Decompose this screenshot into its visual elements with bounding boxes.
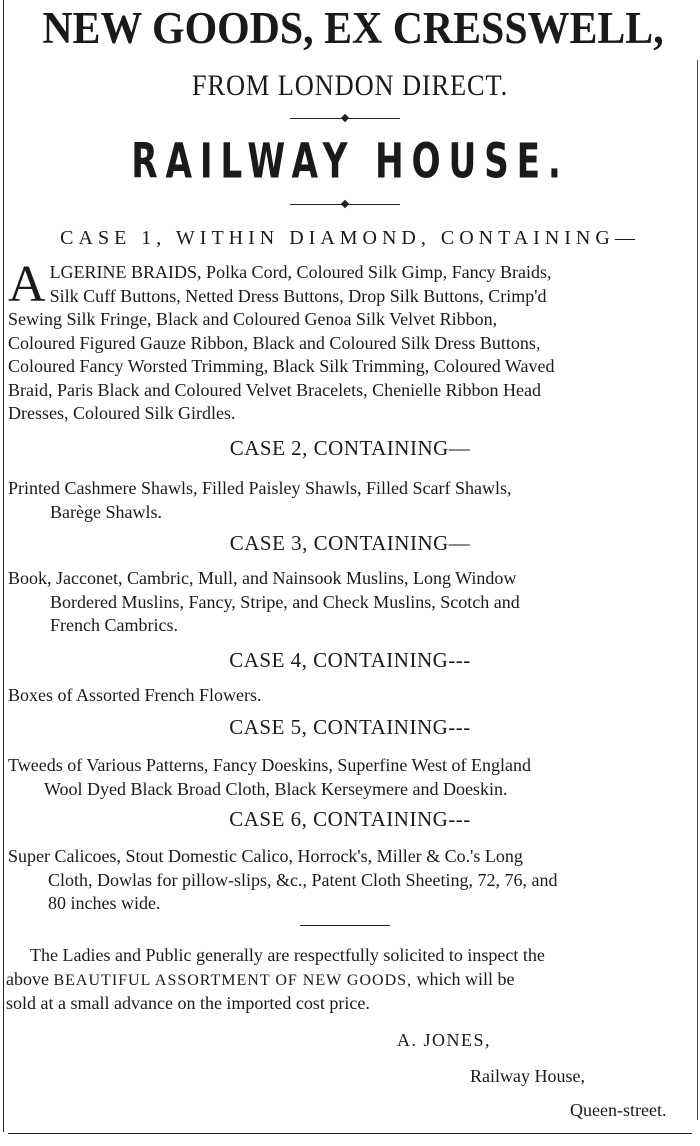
case-4-heading: CASE 4, CONTAINING--- bbox=[229, 648, 471, 672]
case-1-line: Coloured Figured Gauze Ribbon, Black and Coloured Silk Dress Buttons, bbox=[8, 332, 541, 353]
closing-text: above bbox=[6, 968, 54, 989]
diamond-rule-ornament bbox=[290, 114, 400, 122]
left-column-rule bbox=[3, 0, 4, 1132]
case-1-paragraph bbox=[8, 256, 694, 426]
drop-cap: A bbox=[8, 256, 46, 313]
case-1-line: Dresses, Coloured Silk Girdles. bbox=[8, 403, 236, 423]
case-2-line: Barège Shawls. bbox=[50, 501, 162, 522]
case-1-line: Silk Cuff Buttons, Netted Dress Buttons, Drop Silk Buttons, Crimp'd bbox=[49, 285, 547, 306]
case-2-heading: CASE 2, CONTAINING— bbox=[229, 436, 471, 460]
section-divider bbox=[300, 925, 390, 926]
signature-name: A. JONES, bbox=[397, 1030, 492, 1050]
case-1-line: Sewing Silk Fringe, Black and Coloured Genoa Silk Velvet Ribbon, bbox=[8, 309, 498, 329]
closing-text: which will be bbox=[412, 968, 515, 989]
case-4-paragraph bbox=[8, 684, 694, 708]
case-5-line: Tweeds of Various Patterns, Fancy Doeskins, Superfine West of England bbox=[8, 755, 532, 775]
closing-line bbox=[6, 968, 694, 993]
signature-house: Railway House, bbox=[470, 1066, 585, 1086]
case-3-paragraph bbox=[8, 567, 694, 638]
case-1-heading: CASE 1, WITHIN DIAMOND, CONTAINING— bbox=[60, 227, 640, 249]
closing-line: sold at a small advance on the imported cost price. bbox=[6, 993, 370, 1013]
subheadline: FROM LONDON DIRECT. bbox=[191, 69, 509, 102]
case-5-line: Wool Dyed Black Broad Cloth, Black Kerseymere and Doeskin. bbox=[44, 778, 508, 799]
closing-emphasis: BEAUTIFUL ASSORTMENT OF NEW GOODS, bbox=[53, 971, 413, 989]
case-6-heading: CASE 6, CONTAINING--- bbox=[229, 807, 471, 831]
case-4-line: Boxes of Assorted French Flowers. bbox=[8, 685, 262, 705]
case-3-line: Book, Jacconet, Cambric, Mull, and Nainsook Muslins, Long Window bbox=[8, 568, 517, 588]
closing-paragraph bbox=[6, 944, 694, 1016]
case-6-paragraph bbox=[8, 845, 694, 916]
diamond-icon bbox=[341, 200, 349, 208]
case-6-line: Cloth, Dowlas for pillow-slips, &c., Patent Cloth Sheeting, 72, 76, and bbox=[48, 869, 558, 890]
headline: NEW GOODS, EX CRESSWELL, bbox=[42, 3, 664, 53]
case-1-line: Coloured Fancy Worsted Trimming, Black Silk Trimming, Coloured Waved bbox=[8, 356, 555, 376]
case-2-paragraph bbox=[8, 477, 694, 524]
case-5-paragraph bbox=[8, 754, 694, 801]
bottom-rule bbox=[8, 1133, 692, 1134]
case-5-heading: CASE 5, CONTAINING--- bbox=[229, 715, 471, 739]
case-6-line: Super Calicoes, Stout Domestic Calico, Horrock's, Miller & Co.'s Long bbox=[8, 846, 523, 866]
right-column-rule bbox=[697, 60, 698, 1120]
case-6-line: 80 inches wide. bbox=[48, 893, 161, 913]
case-3-line: Bordered Muslins, Fancy, Stripe, and Check Muslins, Scotch and bbox=[50, 591, 520, 612]
signature-street: Queen-street. bbox=[570, 1100, 667, 1120]
case-2-line: Printed Cashmere Shawls, Filled Paisley Shawls, Filled Scarf Shawls, bbox=[8, 478, 512, 498]
case-3-heading: CASE 3, CONTAINING— bbox=[229, 531, 471, 555]
case-1-line: LGERINE BRAIDS, Polka Cord, Coloured Silk Gimp, Fancy Braids, bbox=[49, 262, 552, 282]
case-3-line: French Cambrics. bbox=[50, 615, 178, 635]
store-name-title: RAILWAY HOUSE. bbox=[131, 133, 569, 190]
case-1-line: Braid, Paris Black and Coloured Velvet Bracelets, Chenielle Ribbon Head bbox=[8, 379, 542, 400]
diamond-icon bbox=[341, 114, 349, 122]
closing-line: The Ladies and Public generally are respectfully solicited to inspect the bbox=[30, 945, 545, 965]
diamond-rule-ornament bbox=[290, 200, 400, 208]
